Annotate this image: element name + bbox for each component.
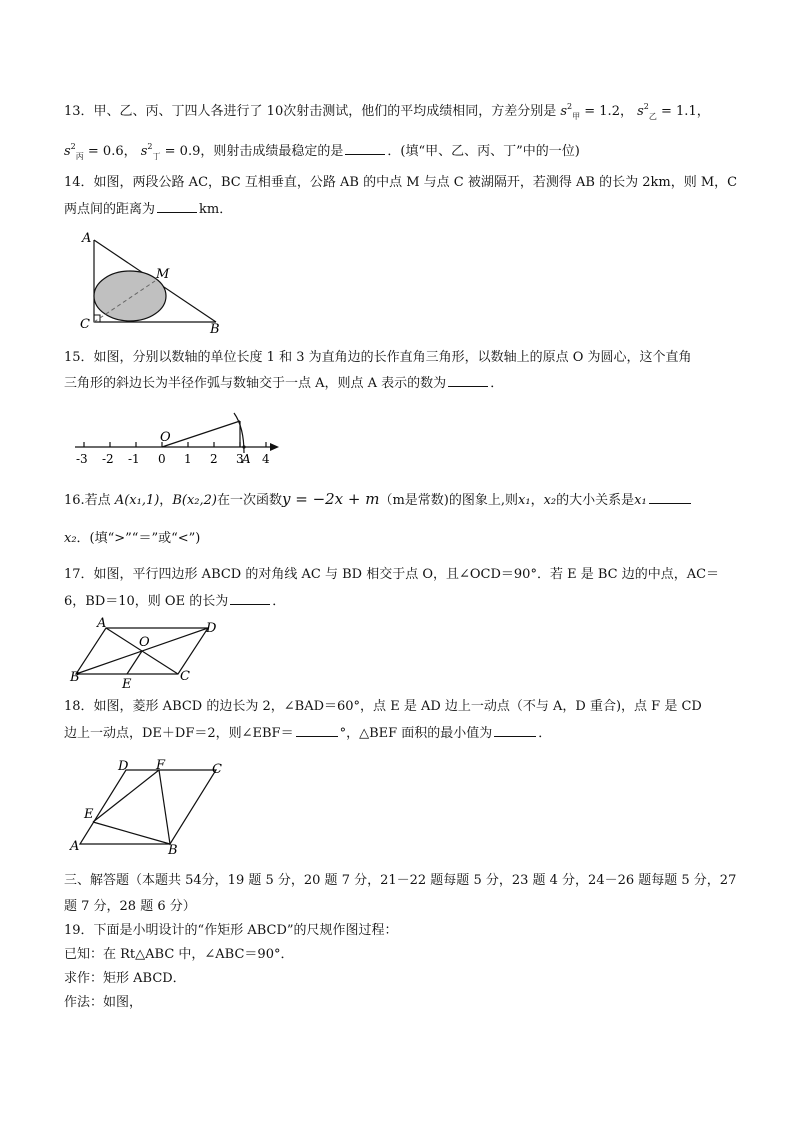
answer-blank[interactable] (649, 491, 691, 504)
answer-blank[interactable] (157, 200, 197, 213)
answer-blank[interactable] (448, 374, 488, 387)
q13-line1: 13．甲、乙、丙、丁四人各进行了 10次射击测试，他们的平均成绩相同，方差分别是 $s^2_甲 = 1.2$， $s^2_乙 = 1.1$， (64, 102, 710, 121)
label-O: O (139, 635, 150, 650)
q18-figure (66, 758, 236, 860)
label-E: E (84, 807, 94, 822)
label-D: D (118, 759, 129, 774)
q18-line1: 18．如图，菱形 ABCD 的边长为 2，∠BAD＝60°，点 E 是 AD 边上一动点（不与 A，D 重合)，点 F 是 CD (64, 699, 702, 714)
variance-jia: = 1.2 (584, 104, 620, 119)
label-A: A (97, 616, 107, 631)
label-B: B (70, 670, 80, 685)
q14-line1: 14．如图，两段公路 AC，BC 互相垂直，公路 AB 的中点 M 与点 C 被湖隔开，若测得 AB 的长为 2km，则 M，C (64, 175, 738, 190)
q17-figure (66, 614, 236, 690)
q13-line2: $s^2_丙 = 0.6$， $s^2_丁 = 0.9$，则射击成绩最稳定的是 ．(填“甲、乙、丙、丁”中的一位) (64, 142, 580, 161)
q16-line1: 16.若点 A(x₁,1)，B(x₂,2)在一次函数y = −2x + m（m是常数)的图象上,则x₁，x₂的大小关系是x₁ (64, 490, 693, 510)
label-B: B (168, 843, 178, 858)
q18-line2: 边上一动点，DE＋DF＝2，则∠EBF＝ °，△BEF 面积的最小值为 ． (64, 726, 552, 741)
label-A: A (242, 452, 251, 466)
label-A: A (82, 231, 92, 246)
label-D: D (206, 621, 217, 636)
label-A: A (70, 839, 80, 854)
q19-line1: 19．下面是小明设计的“作矩形 ABCD”的尺规作图过程： (64, 923, 398, 938)
tick-label: -1 (128, 452, 140, 466)
label-C: C (80, 317, 90, 332)
label-M: M (156, 267, 170, 282)
q17-line2: 6，BD＝10，则 OE 的长为 ． (64, 594, 286, 609)
variance-ding: = 0.9 (164, 144, 201, 159)
section3-line2: 题 7 分，28 题 6 分） (64, 899, 196, 914)
q16-line2: x₂．(填“>”“＝”或“<”) (64, 531, 201, 546)
variance-bing: = 0.6 (87, 144, 124, 159)
tick-label: 3 (236, 452, 244, 466)
tick-label: 2 (210, 452, 218, 466)
label-E: E (122, 677, 132, 692)
q15-number-line (70, 405, 285, 470)
label-C: C (212, 762, 222, 777)
tick-label: -2 (102, 452, 114, 466)
q19-given: 已知：在 Rt△ABC 中，∠ABC＝90°． (64, 947, 294, 962)
q19-method: 作法：如图， (64, 995, 143, 1010)
tick-label: 0 (158, 452, 166, 466)
label-C: C (180, 669, 190, 684)
variance-yi: = 1.1 (661, 104, 697, 119)
answer-blank[interactable] (230, 592, 270, 605)
answer-blank[interactable] (345, 142, 385, 155)
tick-label: 1 (184, 452, 192, 466)
tick-label: 4 (262, 452, 270, 466)
label-B: B (210, 322, 220, 337)
q17-line1: 17．如图，平行四边形 ABCD 的对角线 AC 与 BD 相交于点 O，且∠OCD＝90°．若 E 是 BC 边的中点，AC＝ (64, 567, 720, 582)
label-O: O (160, 430, 171, 445)
tick-label: -3 (76, 452, 88, 466)
section3-line1: 三、解答题（本题共 54分，19 题 5 分，20 题 7 分，21－22 题每题 5 分，23 题 4 分，24－26 题每题 5 分，27 (64, 873, 737, 888)
q14-line2: 两点间的距离为 km． (64, 202, 233, 217)
q19-find: 求作：矩形 ABCD． (64, 971, 186, 986)
answer-blank-angle[interactable] (296, 724, 338, 737)
q15-line2: 三角形的斜边长为半径作弧与数轴交于一点 A，则点 A 表示的数为 ． (64, 376, 504, 391)
q15-line1: 15．如图，分别以数轴的单位长度 1 和 3 为直角边的长作直角三角形，以数轴上的原点 O 为圆心，这个直角 (64, 350, 692, 365)
answer-blank-area[interactable] (494, 724, 536, 737)
q14-figure (70, 228, 240, 338)
label-F: F (156, 758, 166, 773)
